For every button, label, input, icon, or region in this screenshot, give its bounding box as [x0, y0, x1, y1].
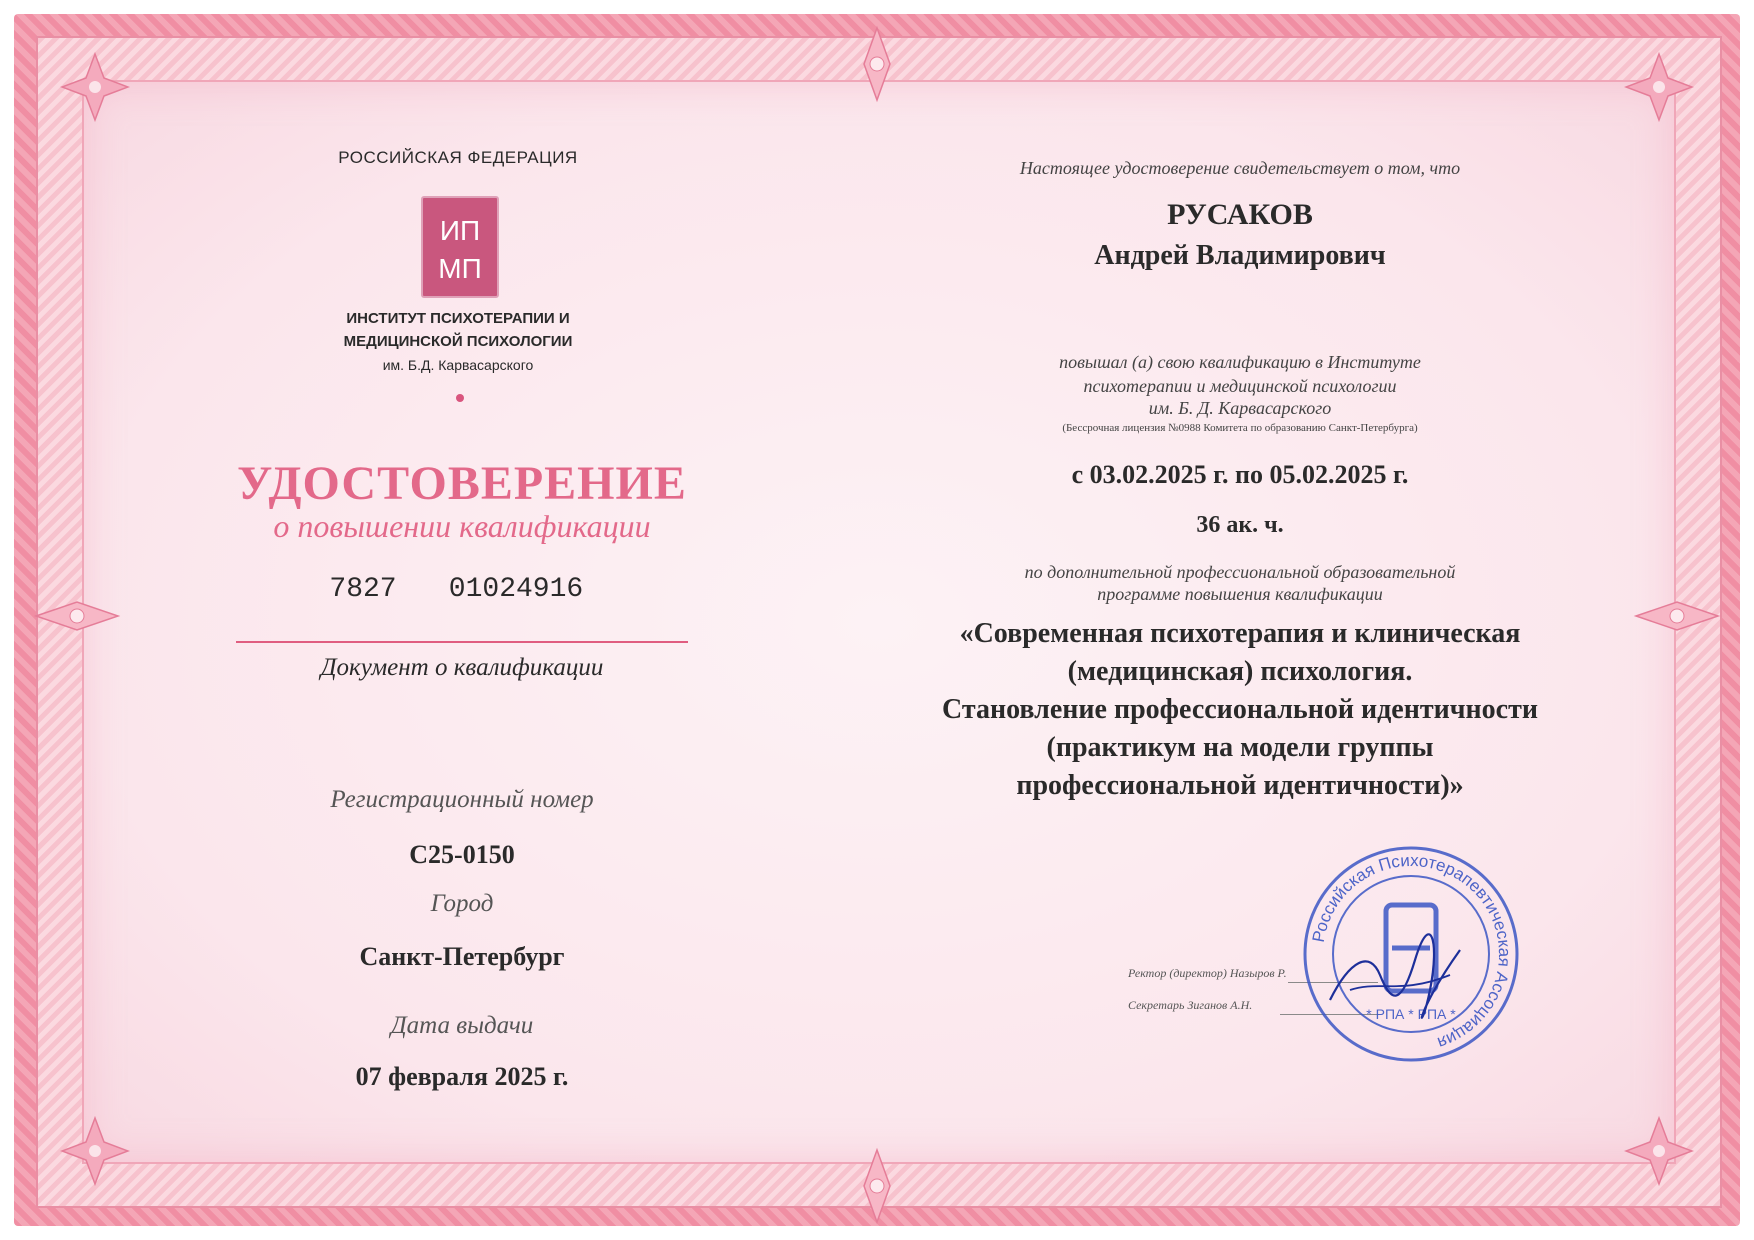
course-title-line2: (медицинская) психология.	[1067, 656, 1413, 687]
registration-number-value: С25-0150	[409, 840, 515, 869]
stamp-ring-text: Российская Психотерапевтическая Ассоциация	[1308, 850, 1515, 1053]
license-note: (Бессрочная лицензия №0988 Комитета по образованию Санкт-Петербурга)	[1062, 422, 1418, 434]
country-label: РОССИЙСКАЯ ФЕДЕРАЦИЯ	[338, 148, 578, 167]
corner-ornament-bottom-right	[1624, 1116, 1694, 1186]
decorative-dot	[456, 394, 464, 402]
program-text-line2: программе повышения квалификации	[1097, 584, 1383, 604]
qualification-text-line3: им. Б. Д. Карвасарского	[1148, 398, 1332, 418]
stamp-bottom-text: * РПА * РПА *	[1366, 1006, 1456, 1022]
institute-name-line3: им. Б.Д. Карвасарского	[382, 357, 534, 373]
institute-logo	[421, 196, 499, 298]
course-title-line3: Становление профессиональной идентичности	[942, 694, 1538, 725]
top-center-ornament	[832, 24, 922, 104]
left-center-ornament	[32, 576, 122, 656]
bottom-center-ornament	[832, 1146, 922, 1226]
intro-text: Настоящее удостоверение свидетельствует о том, что	[1019, 158, 1461, 178]
course-title-line5: профессиональной идентичности)»	[1016, 770, 1464, 801]
holder-name: Андрей Владимирович	[1094, 240, 1386, 271]
corner-ornament-bottom-left	[60, 1116, 130, 1186]
city-label: Город	[430, 890, 494, 917]
institute-name-line2: МЕДИЦИНСКОЙ ПСИХОЛОГИИ	[343, 333, 573, 350]
qualification-text-line2: психотерапии и медицинской психологии	[1083, 376, 1397, 396]
corner-ornament-top-right	[1624, 52, 1694, 122]
registration-number-label: Регистрационный номер	[330, 786, 594, 813]
issue-date-value: 07 февраля 2025 г.	[355, 1062, 569, 1091]
study-period: с 03.02.2025 г. по 05.02.2025 г.	[1071, 460, 1409, 489]
document-type-label: Документ о квалификации	[320, 654, 604, 681]
logo-text-row2: МП	[438, 253, 482, 284]
city-value: Санкт-Петербург	[359, 942, 565, 971]
study-hours: 36 ак. ч.	[1196, 512, 1284, 538]
certificate-subtitle: о повышении квалификации	[273, 508, 651, 544]
logo-text-row1: ИП	[439, 215, 481, 246]
rector-label: Ректор (директор) Назыров Р.	[1128, 966, 1287, 980]
corner-ornament-top-left	[60, 52, 130, 122]
secretary-label: Секретарь Зиганов А.Н.	[1128, 998, 1253, 1012]
institute-name-line1: ИНСТИТУТ ПСИХОТЕРАПИИ И	[346, 310, 570, 327]
blank-number: 01024916	[448, 574, 584, 605]
course-title-line4: (практикум на модели группы	[1046, 732, 1434, 763]
blank-series: 7827	[329, 574, 397, 605]
course-title-line1: «Современная психотерапия и клиническая	[959, 618, 1521, 649]
certificate-title: УДОСТОВЕРЕНИЕ	[237, 457, 687, 510]
holder-surname: РУСАКОВ	[1167, 198, 1313, 231]
divider-line	[236, 641, 688, 643]
handwritten-signature	[1320, 920, 1470, 1030]
program-text-line1: по дополнительной профессиональной образовательной	[1024, 562, 1456, 582]
qualification-text-line1: повышал (а) свою квалификацию в Институте	[1059, 352, 1421, 372]
issue-date-label: Дата выдачи	[390, 1012, 534, 1039]
right-center-ornament	[1632, 576, 1722, 656]
